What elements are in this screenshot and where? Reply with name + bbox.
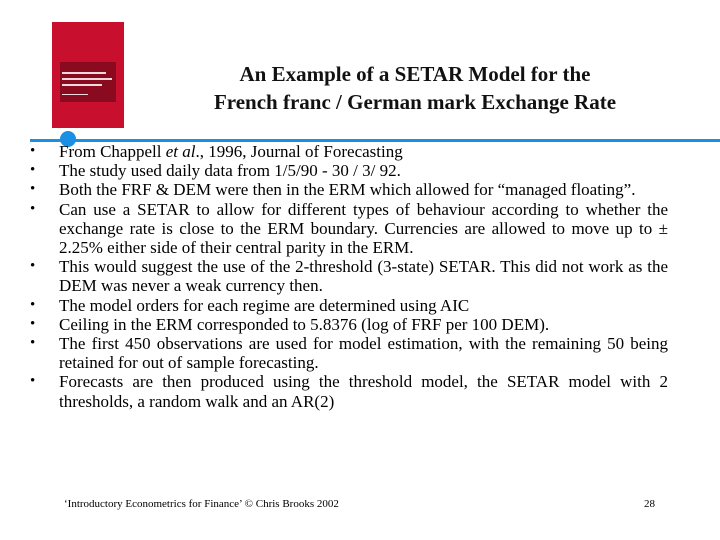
bullet-text: Both the FRF & DEM were then in the ERM which allowed for “managed floating”. (59, 180, 636, 200)
bullet-icon: • (30, 335, 36, 352)
bullet-item (0, 372, 720, 410)
bullet-item (0, 334, 720, 372)
bullet-list (0, 142, 720, 411)
bullet-item (0, 180, 720, 199)
bullet-item (0, 257, 720, 295)
slide-title-line-1: An Example of a SETAR Model for the (239, 62, 591, 86)
bullet-item (0, 296, 720, 315)
bullet-icon: • (30, 162, 36, 179)
book-cover-title-line (62, 78, 112, 80)
bullet-item (0, 142, 720, 161)
slide-title (140, 60, 690, 116)
bullet-text: The study used daily data from 1/5/90 - 30 / 3/ 92. (59, 161, 401, 181)
bullet-icon: • (30, 296, 36, 313)
book-cover-author-line (62, 94, 88, 95)
slide-footer: ‘Introductory Econometrics for Finance’ © Chris Brooks 2002 (64, 498, 339, 510)
bullet-text: Can use a SETAR to allow for different types of behaviour according to whether the exchange rate is close to the ERM boundary. Currencies are allowed to move up to ± 2.25% either side of their central parity in the ERM. (59, 199, 668, 258)
bullet-text: Ceiling in the ERM corresponded to 5.8376 (log of FRF per 100 DEM). (59, 314, 550, 334)
bullet-icon: • (30, 258, 36, 275)
bullet-text-suffix: ., 1996, Journal of Forecasting (195, 142, 403, 161)
bullet-text-emphasis: et al (165, 142, 196, 161)
bullet-icon: • (30, 315, 36, 332)
page-number: 28 (644, 498, 655, 510)
book-cover-title-line (62, 72, 106, 74)
bullet-item (0, 315, 720, 334)
bullet-item (0, 200, 720, 258)
bullet-text: The model orders for each regime are determined using AIC (59, 295, 470, 315)
bullet-text: The first 450 observations are used for model estimation, with the remaining 50 being retained for out of sample forecasting. (59, 334, 668, 373)
slide-title-line-2: French franc / German mark Exchange Rate (213, 90, 617, 114)
book-cover-title-line (62, 84, 102, 86)
bullet-icon: • (30, 143, 36, 159)
bullet-text: This would suggest the use of the 2-threshold (3-state) SETAR. This did not work as the DEM was never a weak currency then. (59, 257, 668, 296)
bullet-icon: • (30, 373, 36, 390)
bullet-item (0, 161, 720, 180)
book-cover-band (60, 62, 116, 102)
bullet-icon: • (30, 181, 36, 198)
bullet-icon: • (30, 200, 36, 217)
book-cover-image (52, 22, 124, 128)
bullet-text-prefix: From Chappell (59, 142, 166, 161)
bullet-text: Forecasts are then produced using the threshold model, the SETAR model with 2 thresholds, a random walk and an AR(2) (59, 372, 668, 411)
